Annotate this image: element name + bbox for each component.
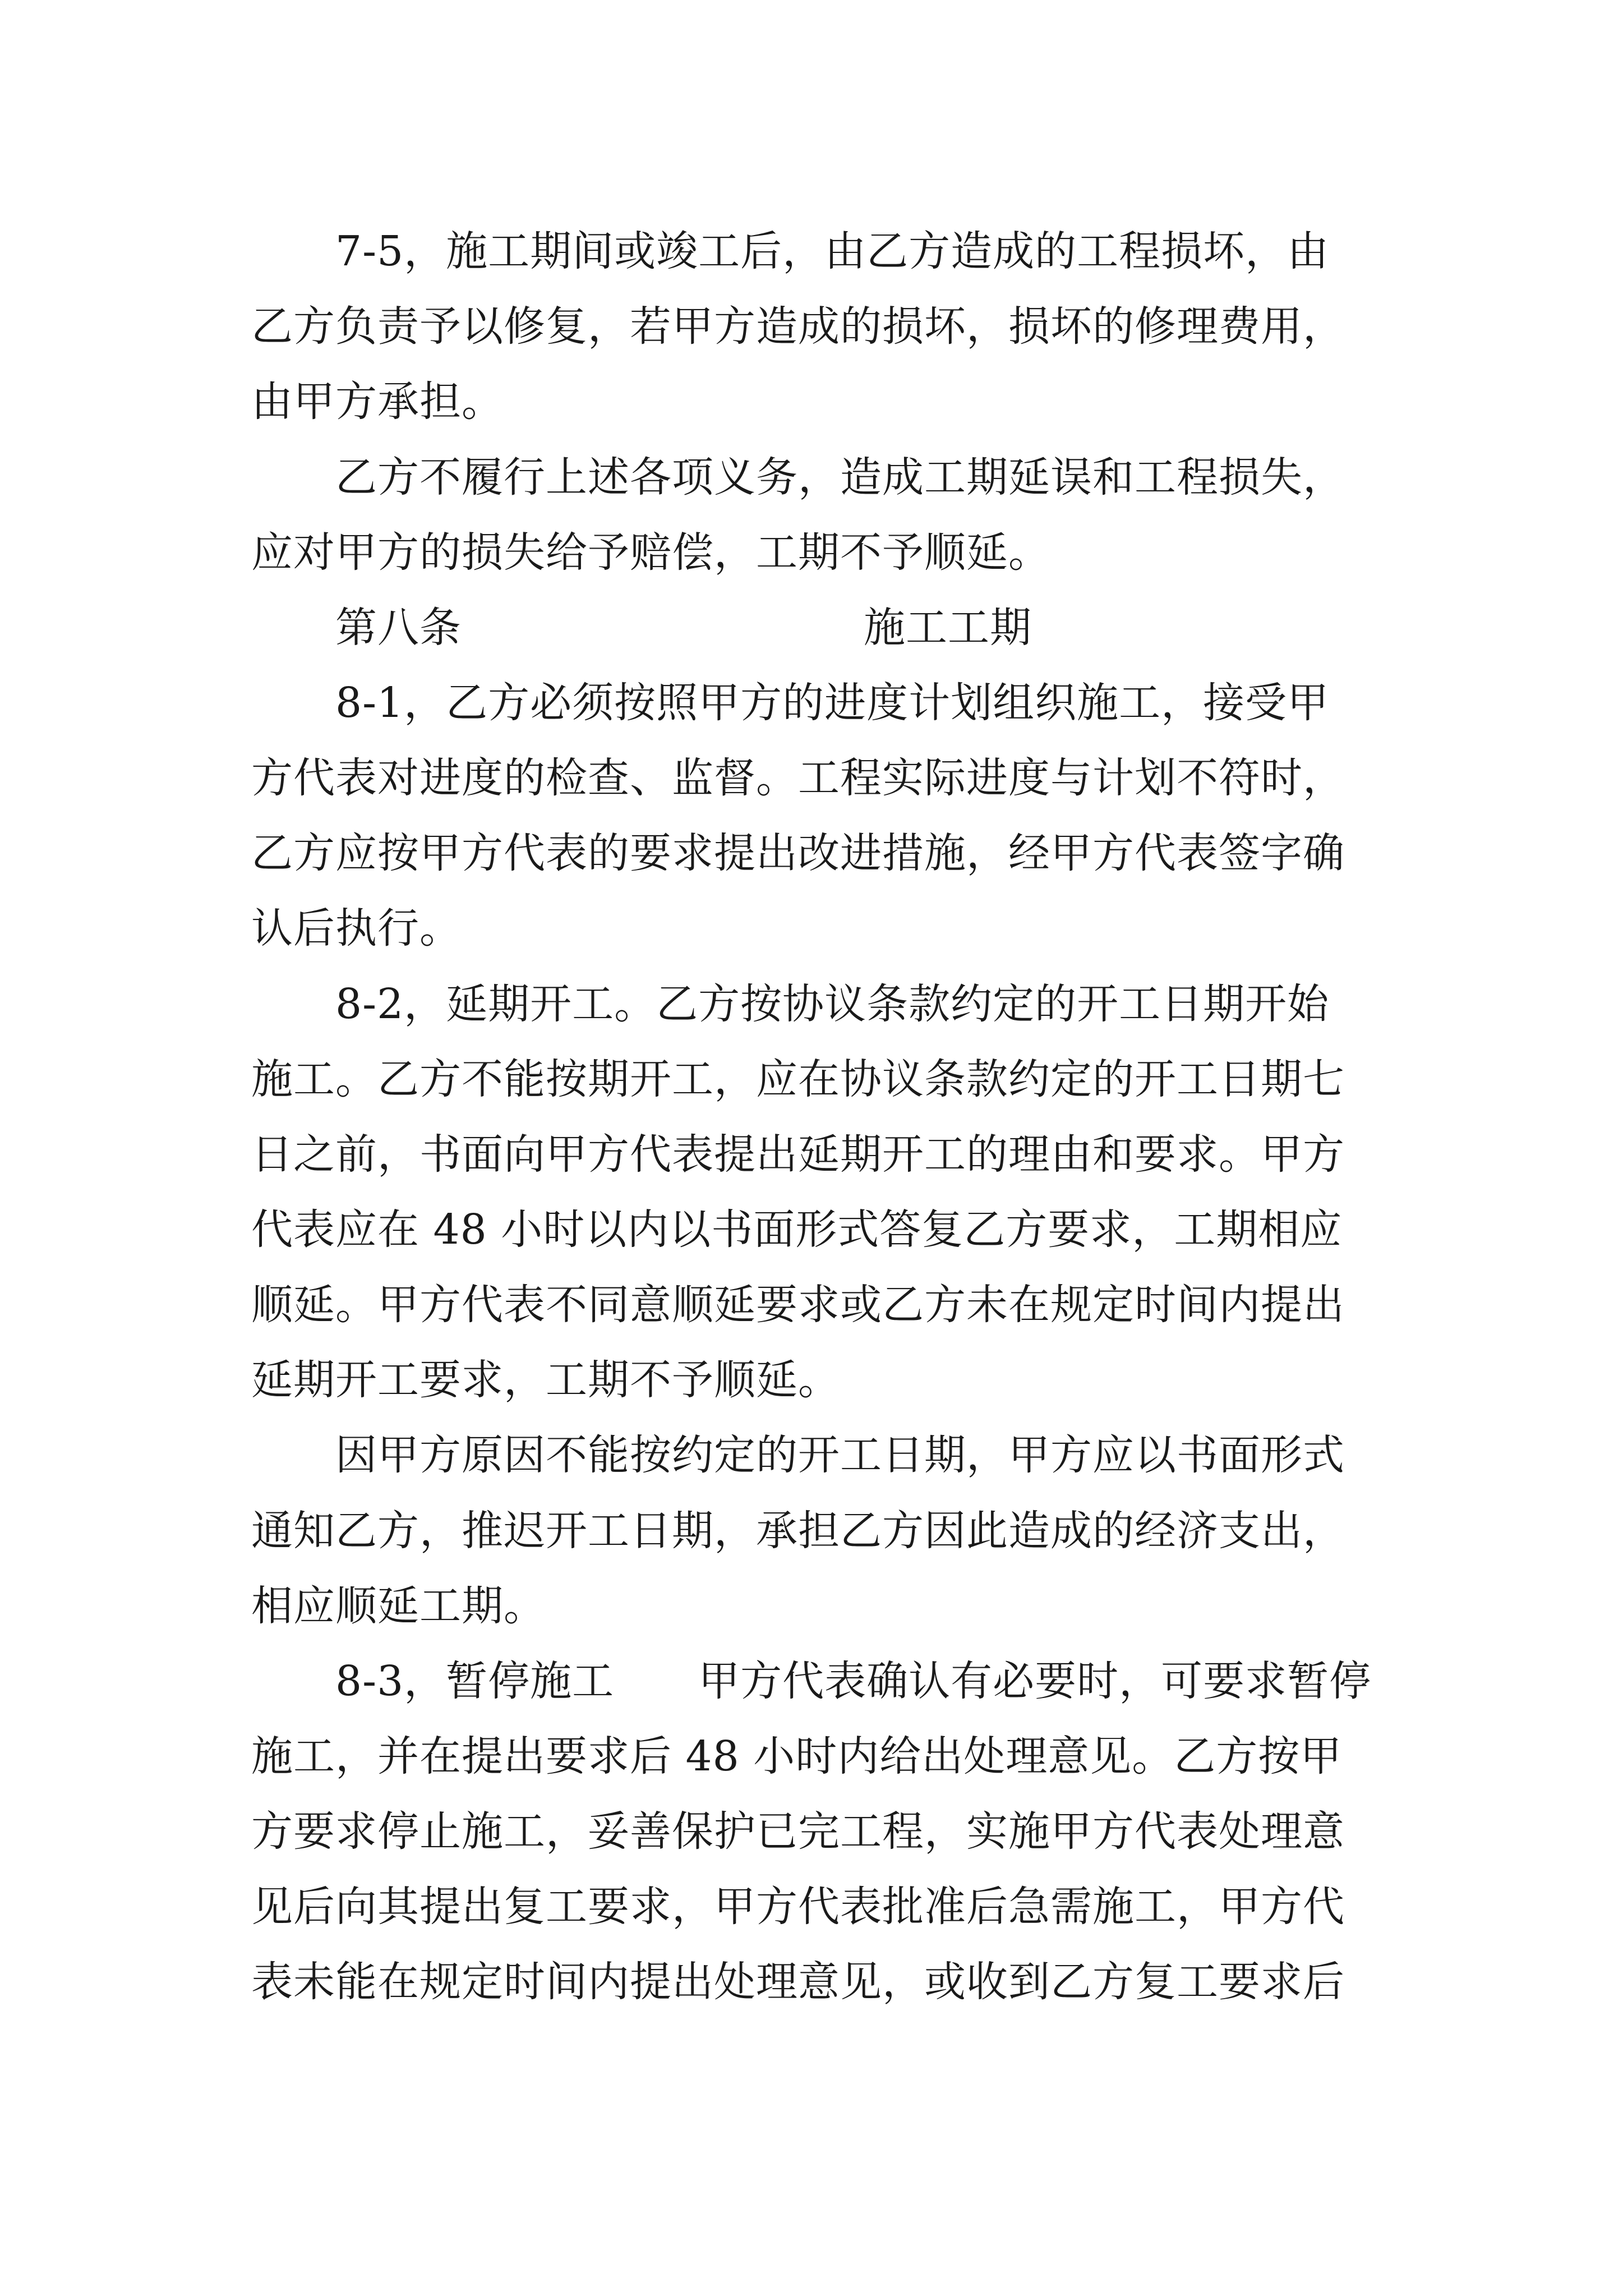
text-line: 认后执行。 — [251, 904, 462, 953]
text-line: 应对甲方的损失给予赔偿，工期不予顺延。 — [251, 528, 1050, 577]
text-line: 乙方不履行上述各项义务，造成工期延误和工程损失， — [335, 453, 1345, 501]
section-heading-title: 施工工期 — [864, 604, 1032, 652]
text-line: 8-1，乙方必须按照甲方的进度计划组织施工，接受甲 — [335, 679, 1330, 727]
text-line: 见后向其提出复工要求，甲方代表批准后急需施工，甲方代 — [251, 1883, 1345, 1931]
text-line: 施工。乙方不能按期开工，应在协议条款约定的开工日期七 — [251, 1055, 1345, 1103]
text-line: 通知乙方，推迟开工日期，承担乙方因此造成的经济支出， — [251, 1507, 1345, 1555]
section-heading-number: 第八条 — [335, 604, 462, 652]
text-line: 8-2，延期开工。乙方按协议条款约定的开工日期开始 — [335, 980, 1330, 1028]
text-line: 日之前，书面向甲方代表提出延期开工的理由和要求。甲方 — [251, 1130, 1345, 1179]
text-line: 代表应在 48 小时以内以书面形式答复乙方要求，工期相应 — [251, 1205, 1343, 1254]
text-line: 延期开工要求，工期不予顺延。 — [251, 1356, 840, 1404]
text-line: 乙方负责予以修复，若甲方造成的损坏，损坏的修理费用， — [251, 302, 1345, 351]
text-line: 因甲方原因不能按约定的开工日期，甲方应以书面形式 — [335, 1431, 1345, 1479]
text-line: 施工，并在提出要求后 48 小时内给出处理意见。乙方按甲 — [251, 1732, 1343, 1780]
text-line: 8-3，暂停施工 甲方代表确认有必要时，可要求暂停 — [335, 1657, 1372, 1705]
text-line: 乙方应按甲方代表的要求提出改进措施，经甲方代表签字确 — [251, 829, 1345, 877]
text-line: 表未能在规定时间内提出处理意见，或收到乙方复工要求后 — [251, 1958, 1345, 2006]
text-line: 方要求停止施工，妥善保护已完工程，实施甲方代表处理意 — [251, 1807, 1345, 1856]
text-line: 方代表对进度的检查、监督。工程实际进度与计划不符时， — [251, 754, 1345, 802]
text-line: 由甲方承担。 — [251, 378, 504, 426]
text-line: 相应顺延工期。 — [251, 1582, 546, 1630]
text-line: 顺延。甲方代表不同意顺延要求或乙方未在规定时间内提出 — [251, 1281, 1345, 1329]
text-line: 7-5，施工期间或竣工后，由乙方造成的工程损坏，由 — [335, 227, 1330, 275]
